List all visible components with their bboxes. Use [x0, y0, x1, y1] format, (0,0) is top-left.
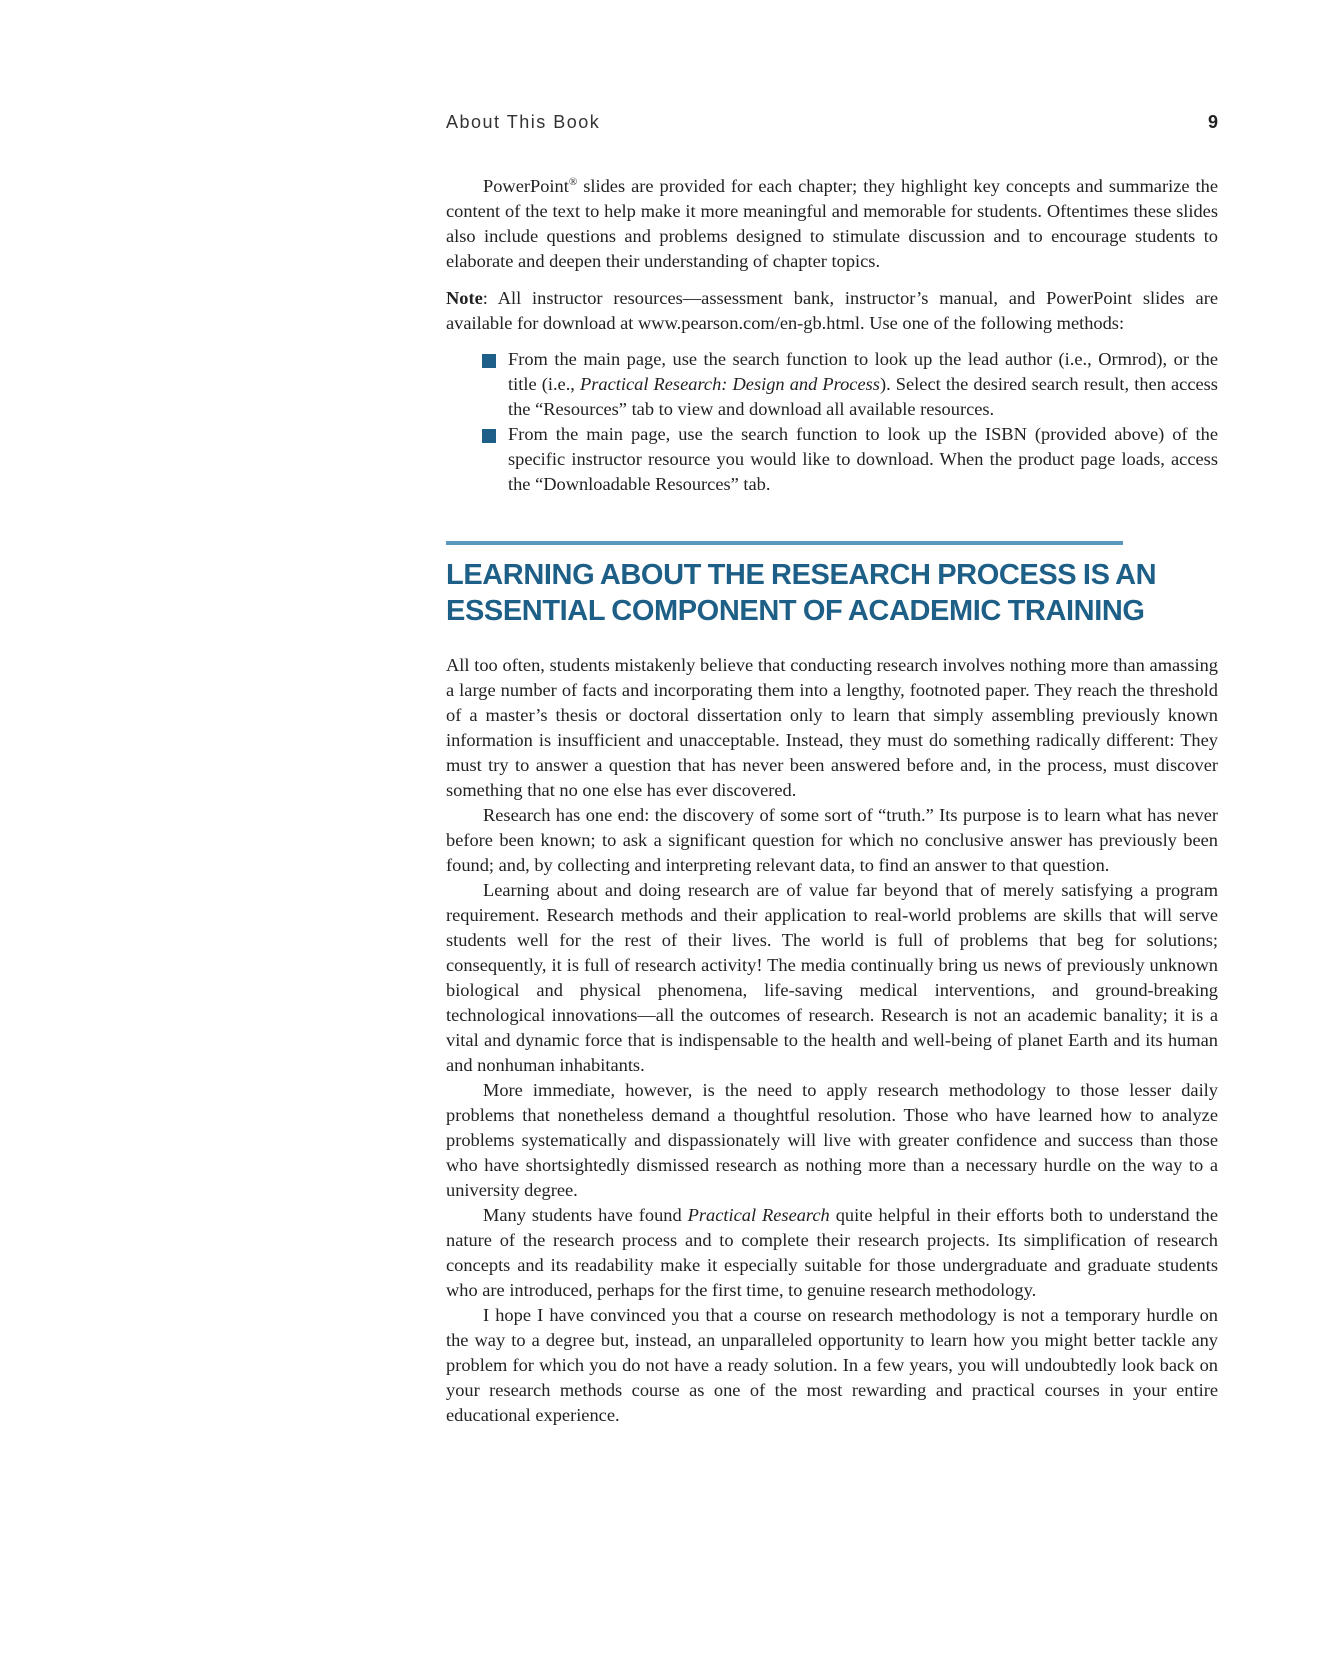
body-paragraph: Learning about and doing research are of value far beyond that of merely satisfying a program requirement. Research methods and their application to real-world problems are skills that will serve students well for the rest of their lives. The world is full of problems that beg for solutions; consequently, it is full of research activity! The media continually bring us news of previously unknown biological and physical phenomena, life-saving medical interventions, and ground-breaking technological innovations—all the outcomes of research. Research is not an academic banality; it is a vital and dynamic force that is indispensable to the health and well-being of planet Earth and its human and nonhuman inhabitants. — [446, 880, 1218, 1076]
list-item-text: ). Select the desired search result, then access the “Resources” tab to view and download all available resources. — [508, 374, 1218, 419]
body-paragraph: More immediate, however, is the need to apply research methodology to those lesser daily problems that nonetheless demand a thoughtful resolution. Those who have learned how to analyze problems systematically and dispassionately will live with greater confidence and success than those who have shortsightedly dismissed research as nothing more than a necessary hurdle on the way to a university degree. — [446, 1080, 1218, 1201]
book-title-italic: Practical Research: Design and Process — [580, 374, 880, 394]
powerpoint-text: slides are provided for each chapter; they highlight key concepts and summarize the content of the text to help make it more meaningful and memorable for students. Oftentimes these slides also include questions and problems designed to stimulate discussion and to encourage students to elaborate and deepen their understanding of chapter topics. — [446, 176, 1218, 271]
paragraph-text: Many students have found — [483, 1205, 688, 1226]
page-number: 9 — [1207, 112, 1218, 132]
note-label: Note — [446, 288, 483, 308]
section-body — [446, 653, 1218, 1428]
resource-methods-list — [446, 347, 1218, 497]
body-paragraph — [446, 1203, 1218, 1303]
square-bullet-icon — [482, 429, 496, 443]
note-paragraph — [446, 286, 1218, 336]
body-paragraph: Research has one end: the discovery of some sort of “truth.” Its purpose is to learn what has never before been known; to ask a significant question for which no conclusive answer has previously been found; and, by collecting and interpreting relevant data, to find an answer to that question. — [446, 805, 1218, 876]
section-heading — [446, 557, 1218, 629]
powerpoint-lead: PowerPoint — [483, 176, 569, 196]
list-item-text: From the main page, use the search function to look up the ISBN (provided above) of the specific instructor resource you would like to download. When the product page loads, access the “Downloadable Resources” tab. — [508, 424, 1218, 494]
section-heading-line: LEARNING ABOUT THE RESEARCH PROCESS IS AN — [446, 559, 1157, 591]
list-item — [508, 422, 1218, 497]
running-head-title: About This Book — [446, 112, 601, 132]
front-matter-text — [446, 174, 1218, 497]
section-rule — [446, 541, 1123, 545]
body-paragraph: I hope I have convinced you that a course on research methodology is not a temporary hurdle on the way to a degree but, instead, an unparalleled opportunity to learn how you might better tackle any problem for which you do not have a ready solution. In a few years, you will undoubtedly look back on your research methods course as one of the most rewarding and practical courses in your entire educational experience. — [446, 1305, 1218, 1426]
list-item-text: From the main page, use the search function to look up the lead author (i.e., Ormrod), or the title (i.e., — [508, 349, 1218, 394]
powerpoint-paragraph — [446, 174, 1218, 274]
running-head — [446, 112, 1218, 138]
paragraph-text: quite helpful in their efforts both to understand the nature of the research process and to complete their research projects. Its simplification of research concepts and its readability make it especially suitable for those undergraduate and graduate students who are introduced, perhaps for the first time, to genuine research methodology. — [446, 1205, 1219, 1301]
section-heading-line: ESSENTIAL COMPONENT OF ACADEMIC TRAINING — [446, 595, 1145, 627]
book-title-italic: Practical Research — [687, 1205, 830, 1226]
body-paragraph: All too often, students mistakenly believe that conducting research involves nothing more than amassing a large number of facts and incorporating them into a lengthy, footnoted paper. They reach the threshold of a master’s thesis or doctoral dissertation only to learn that simply assembling previously known information is insufficient and unacceptable. Instead, they must do something radically different: They must try to answer a question that has never been answered before and, in the process, must discover something that no one else has ever discovered. — [446, 655, 1218, 801]
list-item — [508, 347, 1218, 422]
registered-mark: ® — [568, 175, 578, 188]
book-page — [446, 112, 1218, 1428]
square-bullet-icon — [482, 354, 496, 368]
note-text: : All instructor resources—assessment bank, instructor’s manual, and PowerPoint slides are available for download at www.pearson.com/en-gb.html. Use one of the following methods: — [446, 288, 1218, 333]
